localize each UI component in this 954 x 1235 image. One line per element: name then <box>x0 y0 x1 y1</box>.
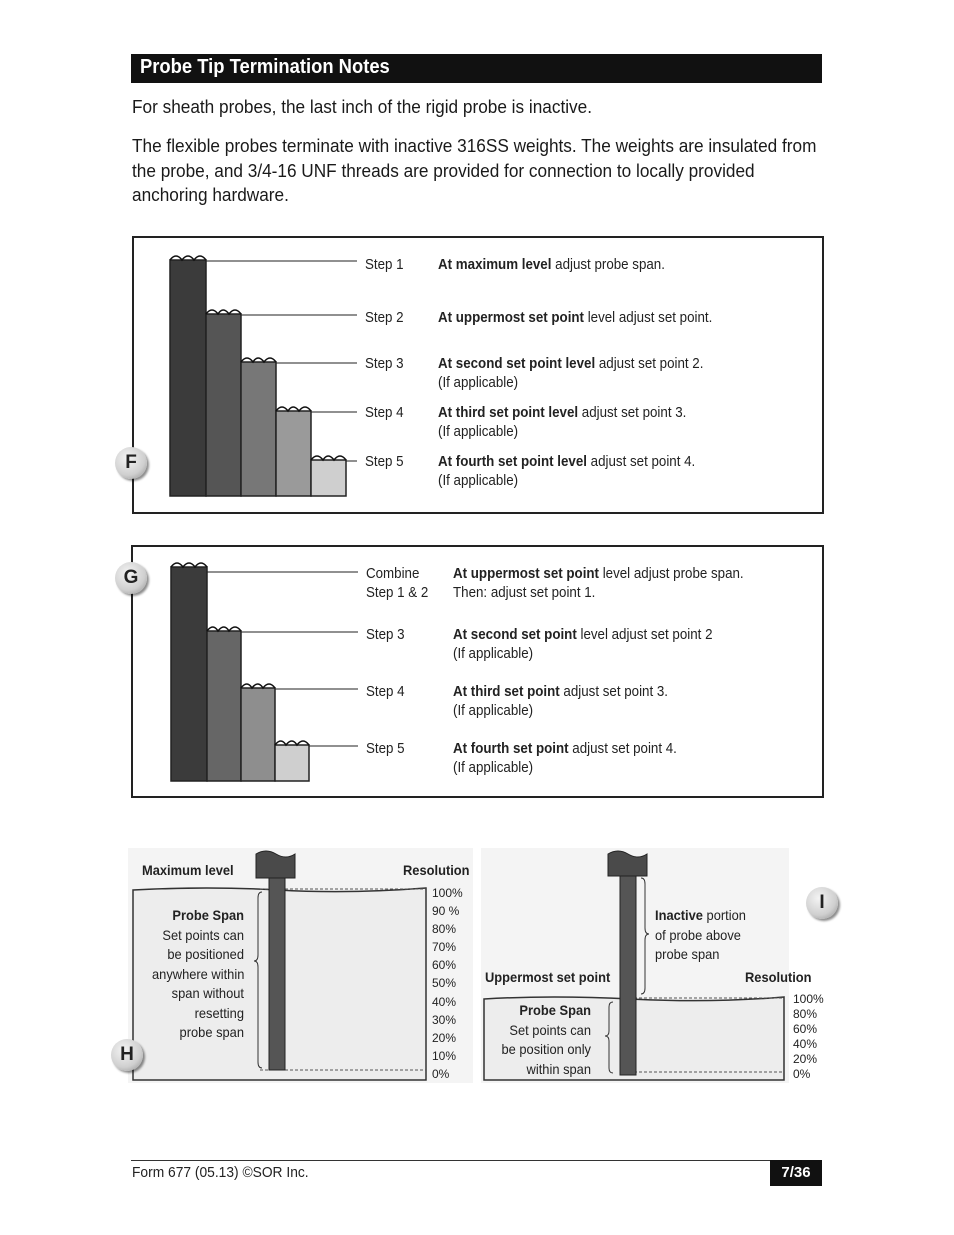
figure-h-span-text: Probe Span Set points can be positioned anywhere within span without resetting probe span <box>152 907 245 1040</box>
figure-g-step-text: At third set point adjust set point 3. (If applicable) <box>453 684 668 719</box>
figure-f-step-text: At second set point level adjust set point 2. (If applicable) <box>438 356 704 391</box>
figure-i-resolution-label: Resolution <box>745 969 812 985</box>
figure-g-step-label: Step 4 <box>366 684 405 700</box>
page-number: 7/36 <box>770 1160 822 1186</box>
figure-g-step-label: Combine Step 1 & 2 <box>366 566 429 601</box>
figure-h-max-level-label: Maximum level <box>142 862 234 878</box>
footer-form-number: Form 677 (05.13) ©SOR Inc. <box>132 1164 309 1181</box>
figure-i-badge: I <box>806 887 838 919</box>
figure-f-step-text: At maximum level adjust probe span. <box>438 257 665 273</box>
figure-f-badge: F <box>115 447 147 479</box>
intro-paragraph-2: The flexible probes terminate with inactive 316SS weights. The weights are insulated from the probe, and 3/4-16 UNF threads are provided for connection to locally provided anchoring hardware. <box>132 135 817 205</box>
figure-g-step-text: At uppermost set point level adjust probe span. Then: adjust set point 1. <box>453 566 744 601</box>
figure-f-step-text: At uppermost set point level adjust set point. <box>438 310 713 326</box>
figure-f-step-label: Step 2 <box>365 310 404 326</box>
figure-f-step-label: Step 1 <box>365 257 404 273</box>
figure-i-uppermost-label: Uppermost set point <box>485 969 611 985</box>
figure-f-step-label: Step 4 <box>365 405 404 421</box>
section-title-bar <box>131 54 822 83</box>
figure-i-span-text: Probe Span Set points can be position only within span <box>501 1002 591 1077</box>
figure-g-step-label: Step 5 <box>366 741 405 757</box>
figure-i-percent-scale: 100% 80% 60% 40% 20% 0% <box>793 992 824 1081</box>
figure-f-step-text: At fourth set point level adjust set point 4. (If applicable) <box>438 454 696 489</box>
figure-h-percent-scale: 100% 90 % 80% 70% 60% 50% 40% 30% 20% 10% 0% <box>432 886 463 1081</box>
figure-f-step-label: Step 3 <box>365 356 404 372</box>
figure-g-step-text: At fourth set point adjust set point 4. (If applicable) <box>453 741 677 776</box>
figure-h-resolution-label: Resolution <box>403 862 470 878</box>
figure-f-step-text: At third set point level adjust set point 3. (If applicable) <box>438 405 687 440</box>
figure-h-badge: H <box>111 1039 143 1071</box>
figure-i-inactive-text: Inactive portion of probe above probe span <box>655 907 746 962</box>
figure-f-step-label: Step 5 <box>365 454 404 470</box>
footer-divider <box>131 1160 822 1161</box>
figure-g-badge: G <box>115 562 147 594</box>
figure-g-step-text: At second set point level adjust set point 2 (If applicable) <box>453 627 713 662</box>
figure-g-step-label: Step 3 <box>366 627 405 643</box>
intro-paragraph-1: For sheath probes, the last inch of the rigid probe is inactive. <box>132 96 593 117</box>
section-title: Probe Tip Termination Notes <box>140 56 390 78</box>
